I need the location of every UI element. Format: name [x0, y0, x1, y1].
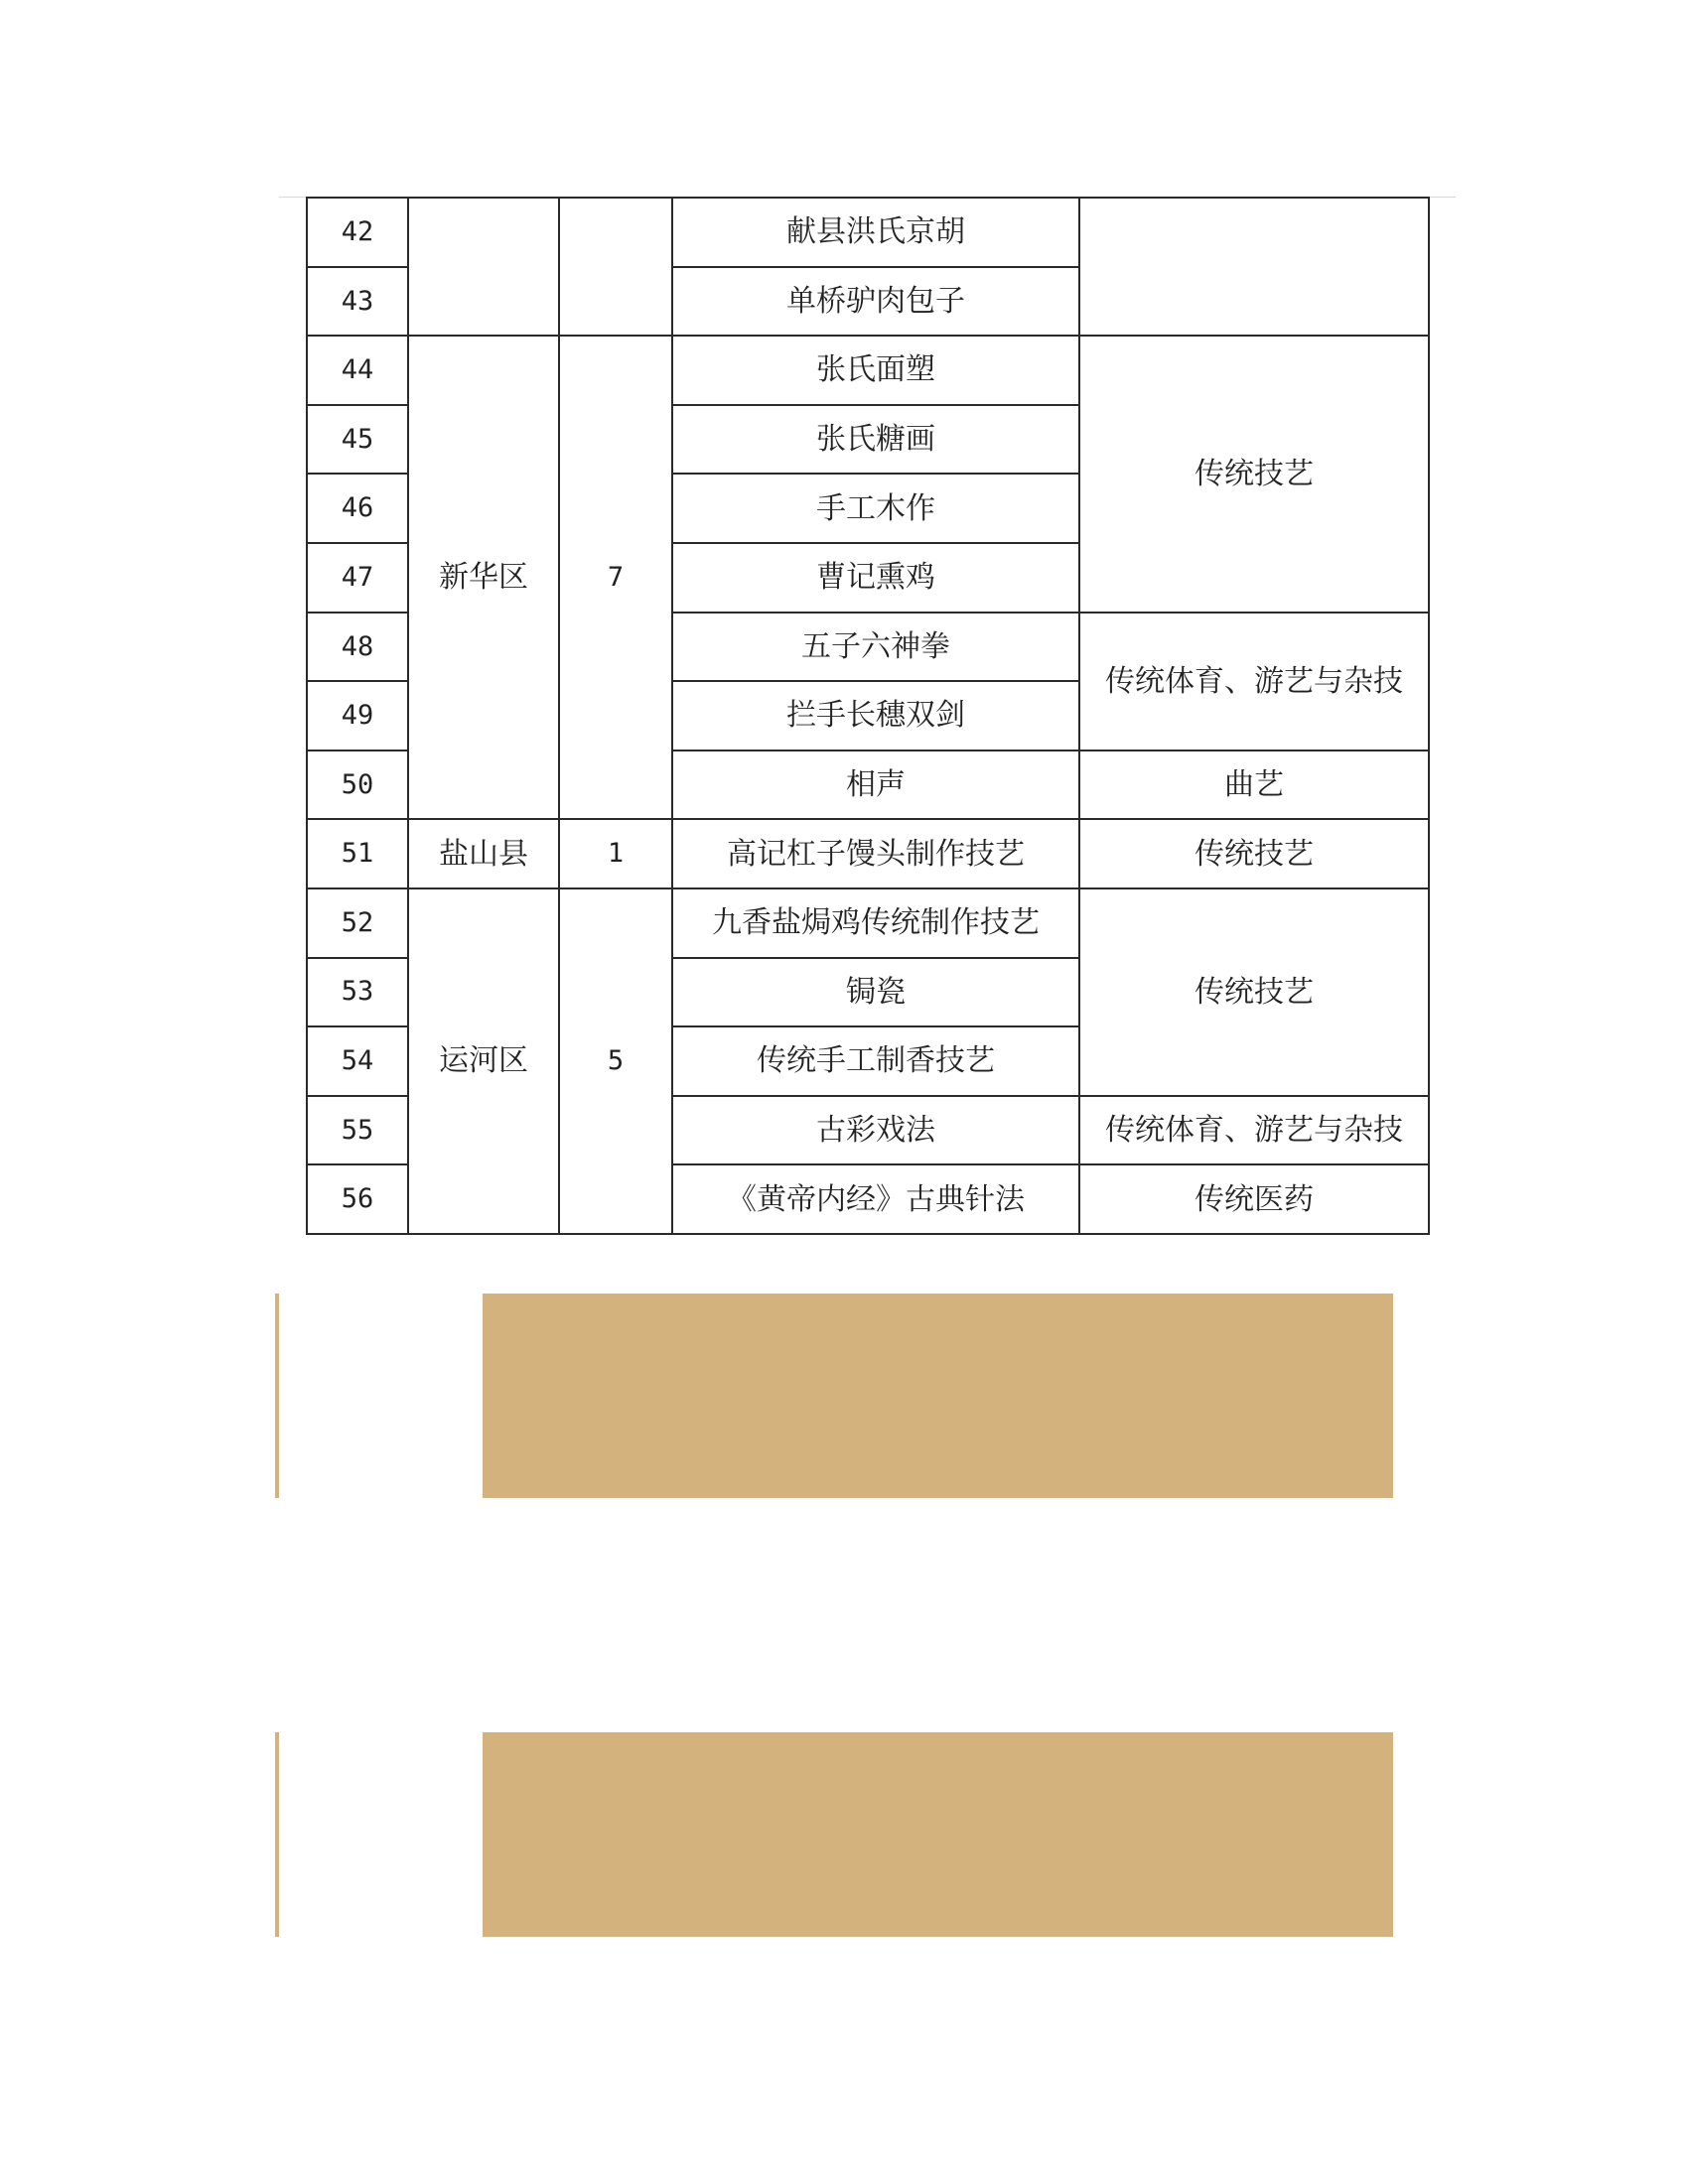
category-label: 传统医药 — [1079, 1164, 1429, 1234]
item-name: 曹记熏鸡 — [672, 543, 1079, 613]
heritage-table — [306, 197, 1430, 1235]
item-name: 五子六神拳 — [672, 613, 1079, 682]
item-name: 张氏糖画 — [672, 405, 1079, 475]
accent-left-rule — [275, 1294, 279, 1498]
accent-fill-block — [483, 1732, 1393, 1937]
table-row — [307, 819, 1429, 888]
accent-banner — [275, 1294, 1393, 1498]
item-name: 锔瓷 — [672, 958, 1079, 1027]
item-name: 张氏面塑 — [672, 336, 1079, 405]
item-name: 九香盐焗鸡传统制作技艺 — [672, 888, 1079, 958]
item-name: 传统手工制香技艺 — [672, 1026, 1079, 1096]
item-name: 献县洪氏京胡 — [672, 198, 1079, 267]
item-name: 高记杠子馒头制作技艺 — [672, 819, 1079, 888]
accent-left-rule — [275, 1732, 279, 1937]
table-row — [307, 888, 1429, 958]
row-number: 47 — [307, 543, 408, 613]
category-label: 传统体育、游艺与杂技 — [1079, 1096, 1429, 1165]
table-row — [307, 198, 1429, 267]
row-number: 46 — [307, 474, 408, 543]
district-count: 1 — [559, 819, 672, 888]
district-name: 新华区 — [408, 336, 559, 819]
district-name: 盐山县 — [408, 819, 559, 888]
district-count: 5 — [559, 888, 672, 1234]
item-name: 《黄帝内经》古典针法 — [672, 1164, 1079, 1234]
category-cell — [1079, 198, 1429, 336]
count-cell — [559, 198, 672, 336]
row-number: 53 — [307, 958, 408, 1027]
row-number: 45 — [307, 405, 408, 475]
row-number: 43 — [307, 267, 408, 337]
category-label: 传统技艺 — [1079, 336, 1429, 612]
row-number: 52 — [307, 888, 408, 958]
row-number: 55 — [307, 1096, 408, 1165]
row-number: 49 — [307, 681, 408, 751]
district-count: 7 — [559, 336, 672, 819]
table-row — [307, 336, 1429, 405]
category-label: 传统技艺 — [1079, 819, 1429, 888]
item-name: 单桥驴肉包子 — [672, 267, 1079, 337]
item-name: 相声 — [672, 751, 1079, 820]
category-label: 传统技艺 — [1079, 888, 1429, 1096]
item-name: 手工木作 — [672, 474, 1079, 543]
accent-fill-block — [483, 1294, 1393, 1498]
district-name: 运河区 — [408, 888, 559, 1234]
category-label: 曲艺 — [1079, 751, 1429, 820]
item-name: 古彩戏法 — [672, 1096, 1079, 1165]
item-name: 拦手长穗双剑 — [672, 681, 1079, 751]
row-number: 44 — [307, 336, 408, 405]
row-number: 56 — [307, 1164, 408, 1234]
row-number: 48 — [307, 613, 408, 682]
accent-banner — [275, 1732, 1393, 1937]
row-number: 51 — [307, 819, 408, 888]
row-number: 42 — [307, 198, 408, 267]
row-number: 50 — [307, 751, 408, 820]
category-label: 传统体育、游艺与杂技 — [1079, 613, 1429, 751]
district-cell — [408, 198, 559, 336]
row-number: 54 — [307, 1026, 408, 1096]
